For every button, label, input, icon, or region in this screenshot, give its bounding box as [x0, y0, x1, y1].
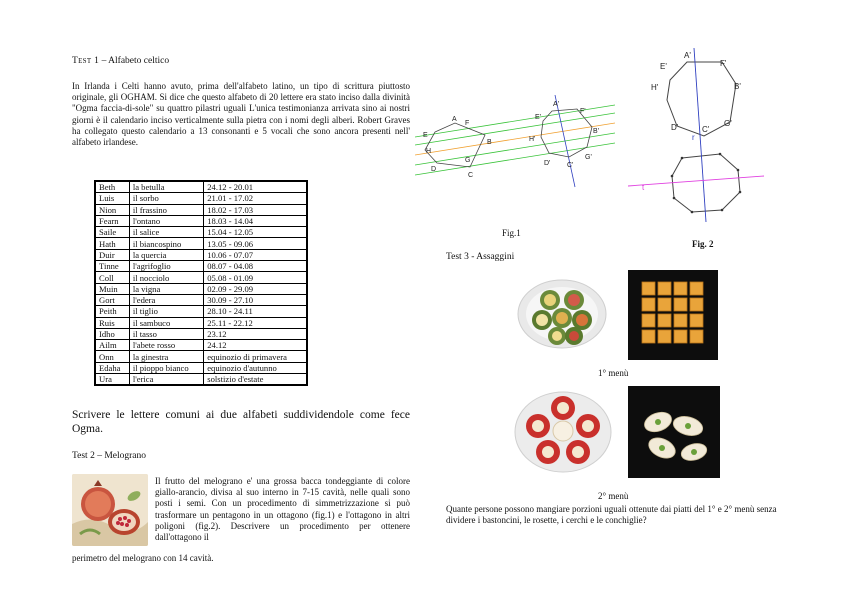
tree-cell: il biancospino [129, 238, 203, 249]
table-row [95, 351, 307, 362]
tree-cell: l'ontano [129, 215, 203, 226]
date-cell: equinozio d'autunno [204, 362, 307, 373]
letter-cell: Ailm [95, 340, 129, 351]
figure-2-caption: Fig. 2 [692, 239, 714, 249]
date-cell: 24.12 - 20.01 [204, 181, 307, 193]
menu2-shells-image [628, 386, 720, 478]
letter-cell: Ruis [95, 317, 129, 328]
tree-cell: il pioppo bianco [129, 362, 203, 373]
letter-cell: Onn [95, 351, 129, 362]
pomegranate-image [72, 474, 148, 546]
table-row [95, 362, 307, 373]
letter-cell: Luis [95, 193, 129, 204]
tree-cell: l'erica [129, 374, 203, 386]
letter-cell: Tinne [95, 261, 129, 272]
letter-cell: Gort [95, 294, 129, 305]
table-row [95, 294, 307, 305]
test3-title: Test 3 - Assaggini [446, 252, 515, 262]
tree-cell: il frassino [129, 204, 203, 215]
fig1-label-h: H [426, 148, 432, 155]
table-row [95, 238, 307, 249]
letter-cell: Duir [95, 249, 129, 260]
figure-2-diagram [622, 40, 772, 230]
tree-cell: la betulla [129, 181, 203, 193]
test2-title: Test 2 – Melograno [72, 451, 147, 461]
table-row [95, 317, 307, 328]
fig1-label-c: C [468, 172, 474, 179]
fig1-label-g: G [465, 157, 471, 164]
fig1-label-e: E [423, 132, 428, 139]
fig1-label-d: D [431, 166, 437, 173]
test1-title-prefix: Test 1 [72, 56, 100, 66]
fig1-label-b-prime: B' [593, 128, 600, 135]
fig2-label-t: t [642, 183, 645, 192]
tree-cell: il tiglio [129, 306, 203, 317]
date-cell: 13.05 - 09.06 [204, 238, 307, 249]
fig1-label-d-prime: D' [544, 160, 551, 167]
test2-paragraph-full: perimetro del melograno con 14 cavità. [72, 553, 214, 563]
table-row [95, 193, 307, 204]
fig2-label-h-prime: H' [651, 83, 659, 92]
table-row [95, 328, 307, 339]
tree-cell: la vigna [129, 283, 203, 294]
fig1-label-f-prime: F' [580, 108, 586, 115]
menu1-plate-image [512, 270, 612, 354]
date-cell: 15.04 - 12.05 [204, 227, 307, 238]
test1-title-rest: – Alfabeto celtico [99, 56, 170, 66]
date-cell: equinozio di primavera [204, 351, 307, 362]
menu1-caption: 1° menù [598, 368, 629, 378]
fig2-label-d-prime: D' [671, 123, 679, 132]
date-cell: 30.09 - 27.10 [204, 294, 307, 305]
date-cell: 21.01 - 17.02 [204, 193, 307, 204]
table-row [95, 374, 307, 386]
test2-paragraph-indent: Il frutto del melograno e' una grossa bacca tondeggiante di colore giallo-arancio, divisa al suo interno in 7-15 cavità, nelle quali sono posti i semi. Con un procedimento di simmetrizzazione si può trasformare un pentagono in un ottagono (fig.1) e l'ottagono in altri poligoni (fig.2). Descrivere un procedimento per ottenere dall'ottagono il [155, 476, 410, 543]
fig1-label-a: A [452, 116, 457, 123]
fig2-label-g-prime: G' [724, 119, 732, 128]
table-row [95, 215, 307, 226]
date-cell: 28.10 - 24.11 [204, 306, 307, 317]
menu1-squares-image [628, 270, 718, 360]
table-row [95, 249, 307, 260]
test1-paragraph: In Irlanda i Celti hanno avuto, prima dell'alfabeto latino, un tipo di scrittura piuttosto originale, gli OGHAM. Si dice che questo alfabeto di 20 lettere era stato inciso dalla divinità "Ogma faccia-di-sole" su quattro pilastri uguali L'unica testimonianza arrivata sino ai nostri giorni è il calendario inciso verticalmente sulla pietra con i nomi degli alberi. Robert Graves ha collegato questo calendario a 13 consonanti e 5 vocali che sono ancora presenti nell' alfabeto irlandese. [72, 81, 410, 148]
figure-1-caption: Fig.1 [502, 228, 521, 238]
tree-cell: la quercia [129, 249, 203, 260]
date-cell: 18.02 - 17.03 [204, 204, 307, 215]
letter-cell: Fearn [95, 215, 129, 226]
test1-title [72, 56, 169, 66]
date-cell: solstizio d'estate [204, 374, 307, 386]
date-cell: 08.07 - 04.08 [204, 261, 307, 272]
letter-cell: Peith [95, 306, 129, 317]
letter-cell: Beth [95, 181, 129, 193]
tree-cell: il sambuco [129, 317, 203, 328]
fig1-label-a-prime: A' [553, 101, 560, 108]
fig1-label-c-prime: C' [567, 162, 574, 169]
fig2-label-e-prime: E' [660, 62, 667, 71]
date-cell: 18.03 - 14.04 [204, 215, 307, 226]
menu2-caption: 2° menù [598, 491, 629, 501]
tree-cell: la ginestra [129, 351, 203, 362]
tree-cell: l'agrifoglio [129, 261, 203, 272]
tree-cell: il nocciolo [129, 272, 203, 283]
menu2-plate-image [508, 386, 618, 476]
fig2-label-f-prime: F' [720, 59, 727, 68]
table-row [95, 204, 307, 215]
fig2-label-a-prime: A' [684, 51, 691, 60]
date-cell: 24.12 [204, 340, 307, 351]
figure-1-diagram [415, 95, 615, 190]
fig1-label-h-prime: H' [529, 136, 536, 143]
fig1-label-b: B [487, 139, 492, 146]
letter-cell: Saile [95, 227, 129, 238]
table-row [95, 306, 307, 317]
tree-cell: l'edera [129, 294, 203, 305]
fig1-label-e-prime: E' [535, 114, 542, 121]
table-row [95, 283, 307, 294]
fig2-label-r: r [692, 133, 695, 142]
celtic-alphabet-table [94, 180, 308, 386]
table-row [95, 181, 307, 193]
fig2-label-c-prime: C' [702, 125, 710, 134]
fig1-label-g-prime: G' [585, 154, 592, 161]
date-cell: 23.12 [204, 328, 307, 339]
table-row [95, 261, 307, 272]
letter-cell: Hath [95, 238, 129, 249]
letter-cell: Idho [95, 328, 129, 339]
letter-cell: Ura [95, 374, 129, 386]
table-row [95, 227, 307, 238]
tree-cell: il salice [129, 227, 203, 238]
fig1-label-f: F [465, 120, 470, 127]
letter-cell: Nion [95, 204, 129, 215]
table-row [95, 340, 307, 351]
date-cell: 05.08 - 01.09 [204, 272, 307, 283]
letter-cell: Coll [95, 272, 129, 283]
test1-question: Scrivere le lettere comuni ai due alfabeti suddividendole come fece Ogma. [72, 409, 410, 435]
tree-cell: l'abete rosso [129, 340, 203, 351]
date-cell: 02.09 - 29.09 [204, 283, 307, 294]
test3-question: Quante persone possono mangiare porzioni uguali ottenute dai piatti del 1° e 2° menù senza dividere i bastoncini, le rosette, i cerchi e le conchiglie? [446, 504, 777, 526]
date-cell: 10.06 - 07.07 [204, 249, 307, 260]
tree-cell: il tasso [129, 328, 203, 339]
letter-cell: Muin [95, 283, 129, 294]
letter-cell: Edaha [95, 362, 129, 373]
tree-cell: il sorbo [129, 193, 203, 204]
date-cell: 25.11 - 22.12 [204, 317, 307, 328]
fig2-label-b-prime: B' [734, 82, 741, 91]
table-row [95, 272, 307, 283]
